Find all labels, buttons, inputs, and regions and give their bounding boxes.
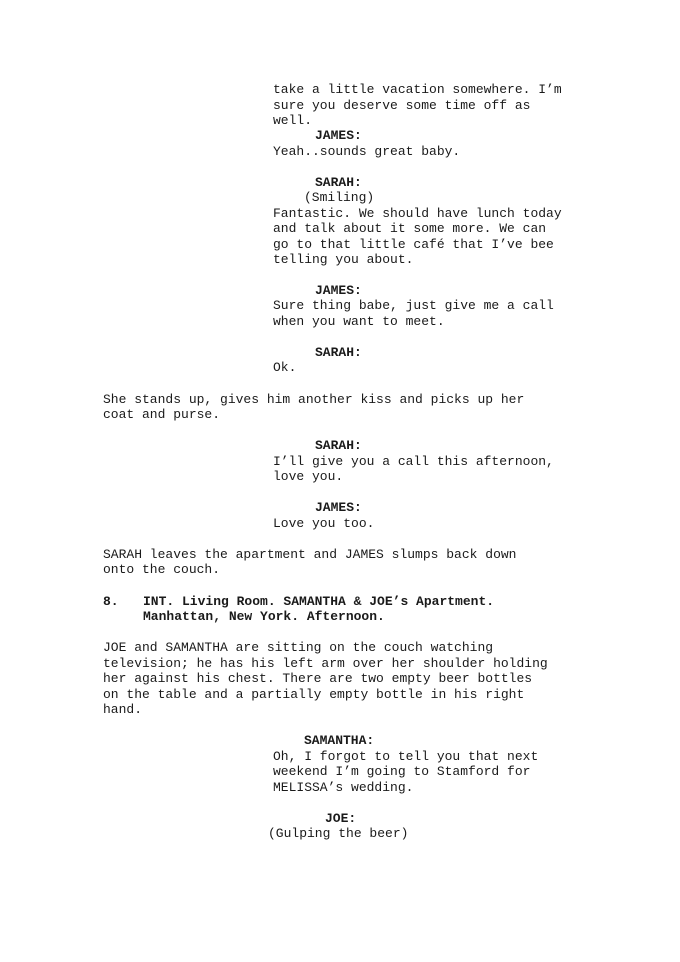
dialogue-line: sure you deserve some time off as xyxy=(273,98,531,113)
dialogue-line: MELISSA’s wedding. xyxy=(273,780,414,795)
scene-heading: Manhattan, New York. Afternoon. xyxy=(143,609,385,624)
dialogue-line: when you want to meet. xyxy=(273,314,445,329)
dialogue-line: telling you about. xyxy=(273,252,414,267)
character-cue-samantha: SAMANTHA: xyxy=(304,733,375,748)
scene-heading: INT. Living Room. SAMANTHA & JOE’s Apartment. xyxy=(143,594,495,609)
character-cue-james: JAMES: xyxy=(315,500,362,515)
action-line: She stands up, gives him another kiss and picks up her xyxy=(103,392,525,407)
scene-number: 8. xyxy=(103,594,119,609)
dialogue-line: Oh, I forgot to tell you that next xyxy=(273,749,539,764)
character-cue-sarah: SARAH: xyxy=(315,438,362,453)
dialogue-line: take a little vacation somewhere. I’m xyxy=(273,82,562,97)
dialogue-line: and talk about it some more. We can xyxy=(273,221,547,236)
character-cue-james: JAMES: xyxy=(315,283,362,298)
action-line: television; he has his left arm over her shoulder holding xyxy=(103,656,548,671)
dialogue-line: go to that little café that I’ve bee xyxy=(273,237,554,252)
action-line: JOE and SAMANTHA are sitting on the couch watching xyxy=(103,640,494,655)
character-cue-james: JAMES: xyxy=(315,128,362,143)
parenthetical: (Gulping the beer) xyxy=(268,826,409,841)
character-cue-sarah: SARAH: xyxy=(315,345,362,360)
action-line: onto the couch. xyxy=(103,562,221,577)
character-cue-sarah: SARAH: xyxy=(315,175,362,190)
dialogue-line: Yeah..sounds great baby. xyxy=(273,144,461,159)
action-line: coat and purse. xyxy=(103,407,221,422)
dialogue-line: Ok. xyxy=(273,360,297,375)
action-line: SARAH leaves the apartment and JAMES slumps back down xyxy=(103,547,517,562)
action-line: on the table and a partially empty bottle in his right xyxy=(103,687,525,702)
dialogue-line: Love you too. xyxy=(273,516,375,531)
dialogue-line: I’ll give you a call this afternoon, xyxy=(273,454,554,469)
dialogue-line: well. xyxy=(273,113,313,128)
action-line: her against his chest. There are two empty beer bottles xyxy=(103,671,533,686)
parenthetical: (Smiling) xyxy=(304,190,375,205)
dialogue-line: love you. xyxy=(273,469,344,484)
action-line: hand. xyxy=(103,702,143,717)
dialogue-line: weekend I’m going to Stamford for xyxy=(273,764,531,779)
dialogue-line: Sure thing babe, just give me a call xyxy=(273,298,554,313)
character-cue-joe: JOE: xyxy=(325,811,357,826)
dialogue-line: Fantastic. We should have lunch today xyxy=(273,206,562,221)
